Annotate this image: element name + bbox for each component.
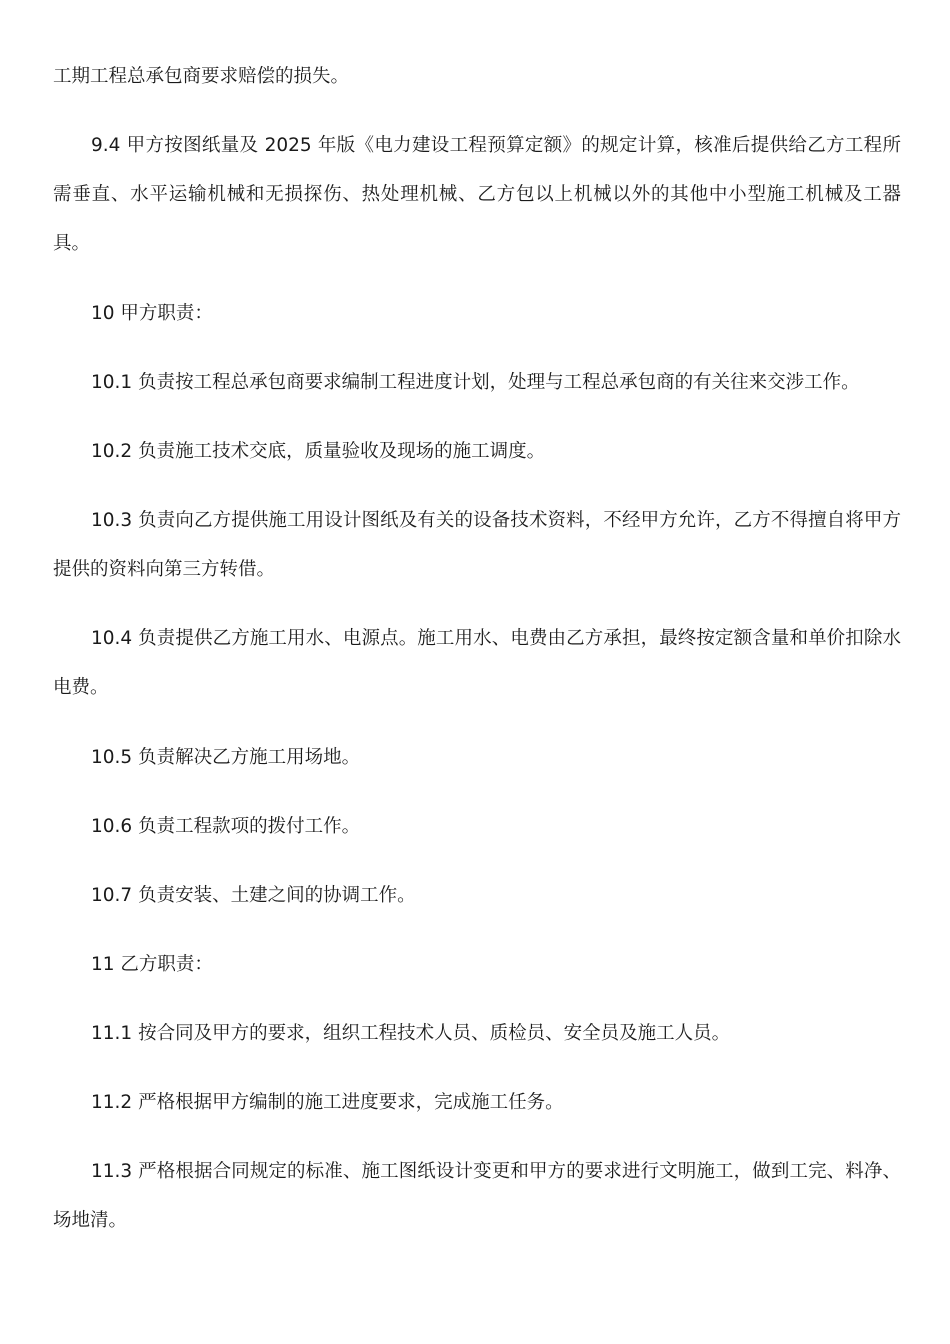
heading-11: 11 乙方职责：: [91, 954, 213, 975]
paragraph-10-5: 10.5 负责解决乙方施工用场地。: [91, 747, 361, 768]
paragraph-10-6: 10.6 负责工程款项的拨付工作。: [91, 816, 361, 837]
paragraph-10-2: 10.2 负责施工技术交底，质量验收及现场的施工调度。: [91, 441, 546, 462]
heading-10: 10 甲方职责：: [91, 303, 213, 324]
paragraph-11-2: 11.2 严格根据甲方编制的施工进度要求，完成施工任务。: [91, 1092, 564, 1113]
paragraph-9-4: 9.4 甲方按图纸量及 2025 年版《电力建设工程预算定额》的规定计算，核准后提供给乙方工程所需垂直、水平运输机械和无损探伤、热处理机械、乙方包以上机械以外的其他中小型施工机械及工器具。: [53, 135, 901, 254]
paragraph-10-4: 10.4 负责提供乙方施工用水、电源点。施工用水、电费由乙方承担，最终按定额含量和单价扣除水电费。: [53, 628, 901, 698]
paragraph-10-3: 10.3 负责向乙方提供施工用设计图纸及有关的设备技术资料，不经甲方允许，乙方不得擅自将甲方提供的资料向第三方转借。: [53, 510, 901, 580]
paragraph-10-1: 10.1 负责按工程总承包商要求编制工程进度计划，处理与工程总承包商的有关往来交涉工作。: [91, 372, 860, 393]
paragraph-10-7: 10.7 负责安装、土建之间的协调工作。: [91, 885, 416, 906]
paragraph-11-3: 11.3 严格根据合同规定的标准、施工图纸设计变更和甲方的要求进行文明施工，做到工完、料净、场地清。: [53, 1161, 901, 1231]
paragraph-continuation: 工期工程总承包商要求赔偿的损失。: [53, 66, 350, 87]
paragraph-11-1: 11.1 按合同及甲方的要求，组织工程技术人员、质检员、安全员及施工人员。: [91, 1023, 731, 1044]
